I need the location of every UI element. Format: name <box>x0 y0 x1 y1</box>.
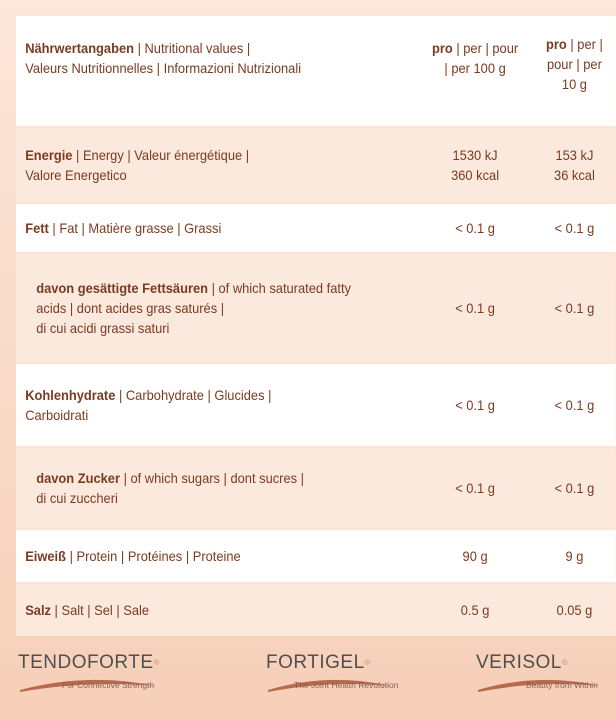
table-header <box>16 16 616 128</box>
row-salz <box>16 584 616 636</box>
value-per-100g: 0.5 g <box>460 602 490 618</box>
value-per-100g: 1530 kJ 360 kcal <box>451 147 500 183</box>
row-label: davon gesättigte Fettsäuren | of which saturated fatty acids | dont acides gras saturés | di cui acidi grassi saturi <box>36 280 351 336</box>
value-per-10g: < 0.1 g <box>554 300 595 316</box>
logo-tendoforte: TENDOFORTE® For Connective Strength <box>18 652 160 691</box>
row-label: Eiweiß | Protein | Protéines | Proteine <box>25 548 241 564</box>
row-energie <box>16 128 616 204</box>
logo-fortigel: FORTIGEL® The Joint Health Revolution <box>266 652 398 691</box>
row-gesaettigte-fettsaeuren <box>16 254 616 364</box>
row-zucker <box>16 448 616 530</box>
value-per-100g: 90 g <box>462 548 488 564</box>
value-per-100g: < 0.1 g <box>455 397 495 413</box>
header-per-10g: pro | per | pour | per 10 g <box>546 36 603 92</box>
row-kohlenhydrate <box>16 364 616 448</box>
row-fett <box>16 204 616 254</box>
value-per-10g: 0.05 g <box>556 602 593 618</box>
value-per-100g: < 0.1 g <box>455 220 495 236</box>
row-label: Energie | Energy | Valeur énergétique | Valore Energetico <box>25 147 250 183</box>
brand-logos <box>0 648 616 708</box>
row-label: davon Zucker | of which sugars | dont sucres | di cui zuccheri <box>36 470 304 506</box>
value-per-10g: < 0.1 g <box>554 220 595 236</box>
logo-verisol: VERISOL® Beauty from Within <box>476 652 602 691</box>
nutrition-table <box>16 16 616 636</box>
value-per-10g: < 0.1 g <box>554 397 595 413</box>
row-label: Kohlenhydrate | Carbohydrate | Glucides | Carboidrati <box>25 387 272 423</box>
row-eiweiss <box>16 530 616 584</box>
row-label: Fett | Fat | Matière grasse | Grassi <box>25 220 222 236</box>
value-per-100g: < 0.1 g <box>455 300 495 316</box>
value-per-10g: < 0.1 g <box>554 480 595 496</box>
header-label: Nährwertangaben | Nutritional values | Valeurs Nutritionnelles | Informazioni Nutrizionali <box>25 40 302 76</box>
value-per-10g: 9 g <box>565 548 584 564</box>
value-per-10g: 153 kJ 36 kcal <box>554 147 595 183</box>
row-label: Salz | Salt | Sel | Sale <box>25 602 150 618</box>
value-per-100g: < 0.1 g <box>455 480 495 496</box>
header-per-100g: pro | per | pour | per 100 g <box>431 40 519 76</box>
